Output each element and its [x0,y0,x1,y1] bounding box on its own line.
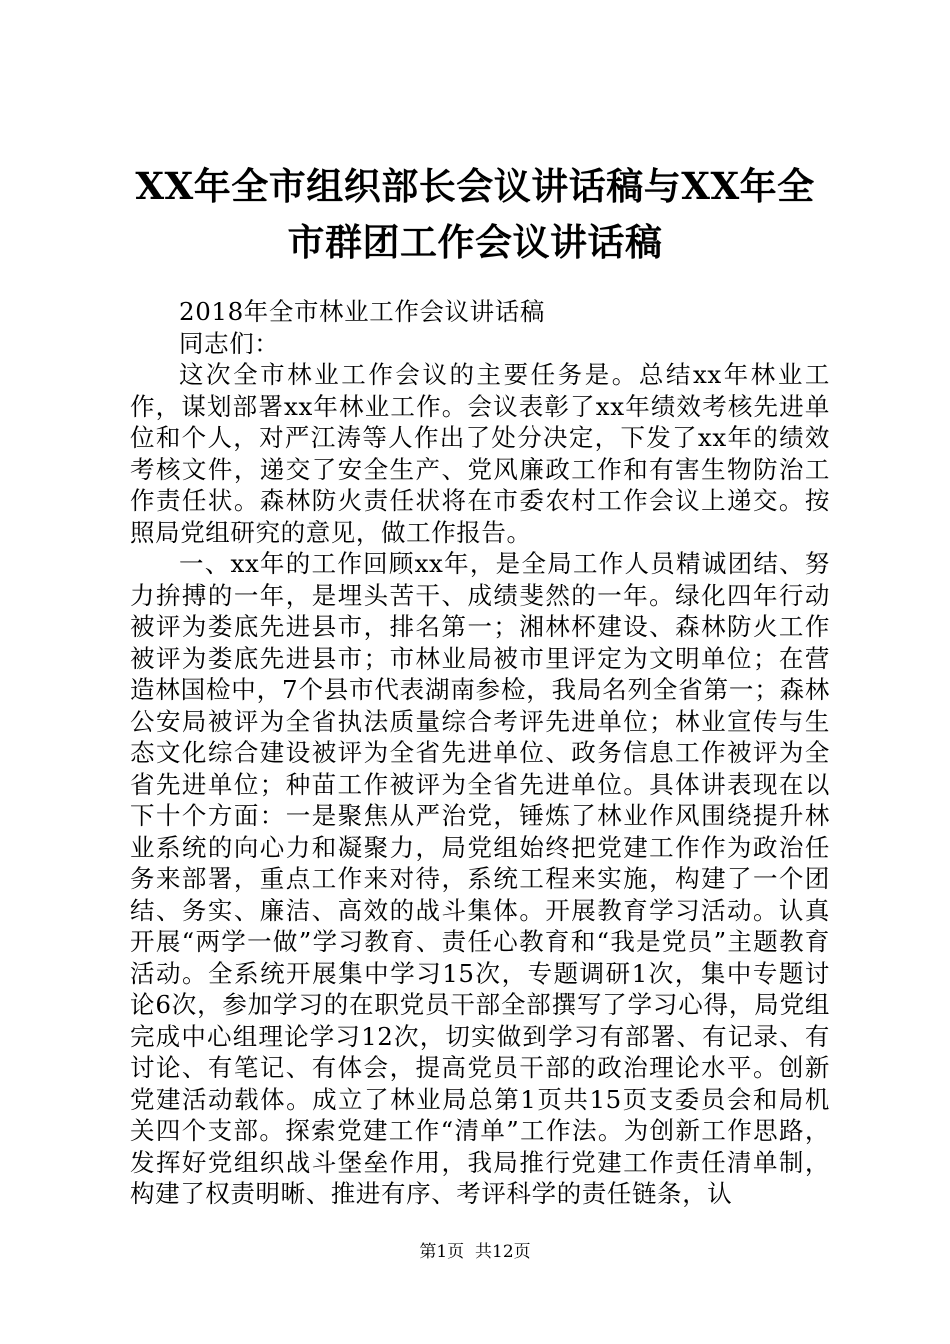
paragraph-intro: 这次全市林业工作会议的主要任务是。总结xx年林业工作，谋划部署xx年林业工作。会议表彰了xx年绩效考核先进单位和个人，对严江涛等人作出了处分决定，下发了xx年的绩效考核文件，递交了安全生产、党风廉政工作和有害生物防治工作责任状。森林防火责任状将在市委农村工作会议上递交。按照局党组研究的意见，做工作报告。 [130,360,830,547]
paragraph-subtitle: 2018年全市林业工作会议讲话稿 [179,297,545,326]
paragraph-review: 一、xx年的工作回顾xx年，是全局工作人员精诚团结、努力拚搏的一年，是埋头苦干、成绩斐然的一年。绿化四年行动被评为娄底先进县市，排名第一；湘林杯建设、森林防火工作被评为娄底先进县市；市林业局被市里评定为文明单位；在营造林国检中，7个县市代表湖南参检，我局名列全省第一；森林公安局被评为全省执法质量综合考评先进单位；林业宣传与生态文化综合建设被评为全省先进单位、政务信息工作被评为全省先进单位；种苗工作被评为全省先进单位。具体讲表现在以下十个方面：一是聚焦从严治党，锤炼了林业作风围绕提升林业系统的向心力和凝聚力，局党组始终把党建工作作为政治任务来部署，重点工作来对待，系统工程来实施，构建了一个团结、务实、廉洁、高效的战斗集体。开展教育学习活动。认真开展“两学一做”学习教育、责任心教育和“我是党员”主题教育活动。全系统开展集中学习15次，专题调研1次，集中专题讨论6次，参加学习的在职党员干部全部撰写了学习心得，局党组完成中心组理论学习12次，切实做到学习有部署、有记录、有讨论、有笔记、有体会，提高党员干部的政治理论水平。创新党建活动载体。成立了林业局总第1页共15页支委员会和局机关四个支部。探索党建工作“清单”工作法。为创新工作思路，发挥好党组织战斗堡垒作用，我局推行党建工作责任清单制，构建了权责明晰、推进有序、考评科学的责任链条，认 [130,549,830,1208]
page-number: 第1页 [419,1242,465,1262]
document-title: XX年全市组织部长会议讲话稿与XX年全市群团工作会议讲话稿 [135,164,815,264]
paragraph-salutation: 同志们： [179,328,280,358]
page-footer [0,1240,950,1264]
document-body [130,296,830,1210]
page-total: 共12页 [475,1242,531,1262]
